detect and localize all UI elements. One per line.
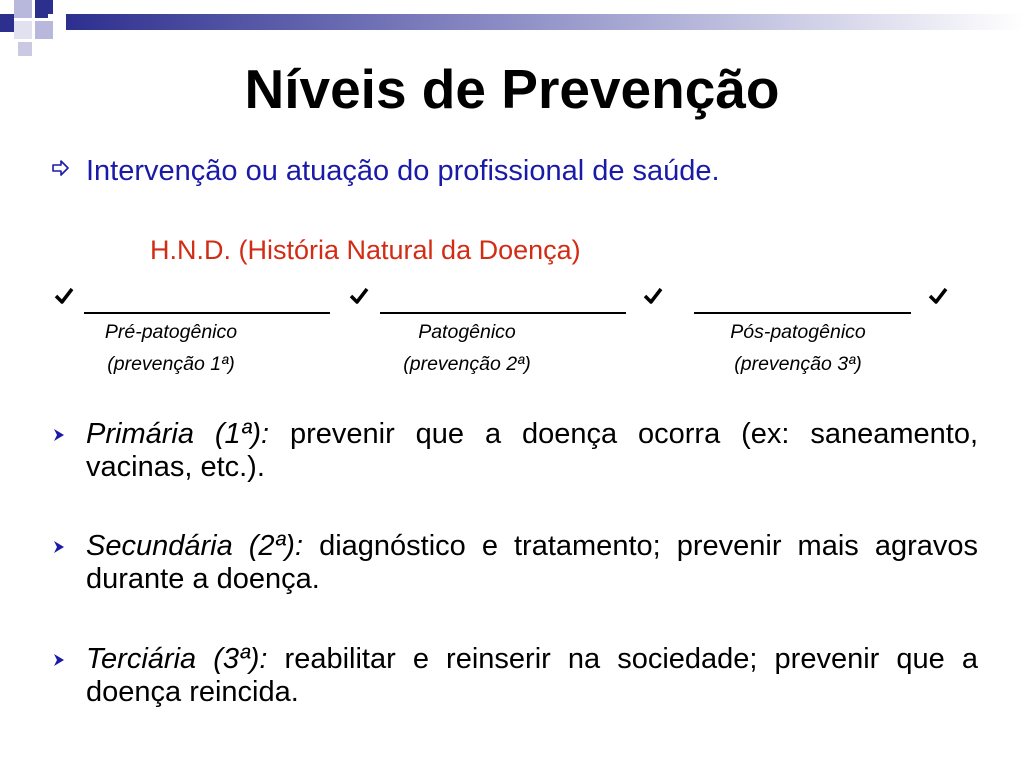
hnd-label: H.N.D. (História Natural da Doença) (150, 235, 581, 265)
slide-title: Níveis de Prevenção (244, 58, 780, 120)
timeline-segment (694, 312, 911, 314)
chevron-right-icon (52, 540, 66, 554)
stage-prevention: (prevenção 3ª) (734, 353, 862, 375)
header-decoration (0, 0, 1024, 60)
timeline-segment (84, 312, 330, 314)
level-label: Terciária (3ª): (86, 643, 268, 675)
level-text: diagnóstico e tratamento; prevenir mais agravos durante a doença. (86, 530, 979, 595)
level-bullet-primary (52, 418, 978, 484)
chevron-right-icon (52, 653, 66, 667)
level-label: Primária (1ª): (86, 418, 270, 450)
stage-name: Pré-patogênico (104, 321, 238, 343)
timeline-segment (380, 312, 626, 314)
chevron-right-icon (52, 428, 66, 442)
stage-name: Pós-patogênico (730, 321, 866, 343)
hollow-arrow-icon (52, 159, 70, 177)
checkmark-icon (54, 286, 74, 306)
level-text: prevenir que a doença ocorra (ex: saneamento, vacinas, etc.). (86, 418, 979, 483)
checkmark-icon (928, 286, 948, 306)
level-label: Secundária (2ª): (86, 530, 303, 562)
level-text: reabilitar e reinserir na sociedade; prevenir que a doença reincida. (86, 643, 979, 708)
checkmark-icon (349, 286, 369, 306)
intro-text: Intervenção ou atuação do profissional de saúde. (86, 155, 720, 187)
stage-name: Patogênico (418, 321, 516, 343)
level-bullet-secondary (52, 530, 978, 596)
stage-prevention: (prevenção 1ª) (107, 353, 235, 375)
level-bullet-tertiary (52, 643, 978, 709)
stage-prevention: (prevenção 2ª) (403, 353, 531, 375)
checkmark-icon (643, 286, 663, 306)
